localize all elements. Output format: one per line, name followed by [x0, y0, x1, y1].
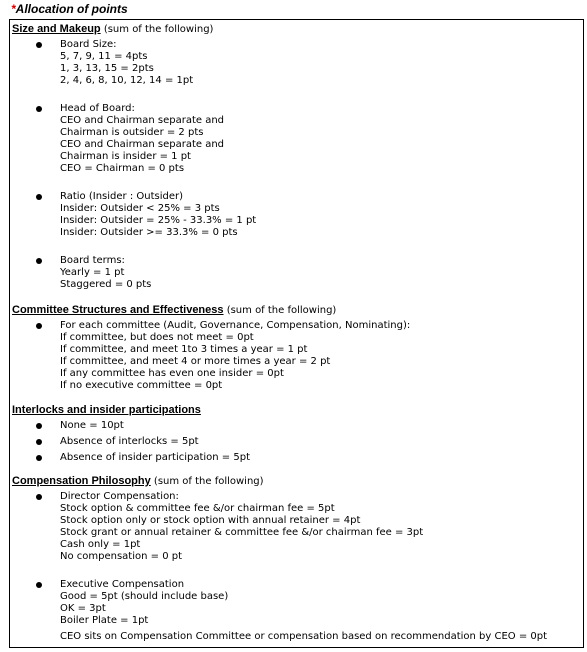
board-size-label: Board Size:: [60, 39, 117, 50]
ratio-line: Insider: Outsider < 25% = 3 pts: [60, 203, 220, 214]
bullet-icon: [36, 258, 42, 264]
committee-line: If no executive committee = 0pt: [60, 380, 223, 391]
head-of-board-line: CEO and Chairman separate and: [60, 115, 225, 126]
ratio-line: Insider: Outsider = 25% - 33.3% = 1 pt: [60, 215, 257, 226]
section-heading-size: [12, 23, 213, 35]
section-note: (sum of the following): [150, 476, 264, 487]
executive-comp-label: Executive Compensation: [60, 579, 185, 590]
director-comp-line: No compensation = 0 pt: [60, 551, 183, 562]
committee-line: If committee, and meet 4 or more times a year = 2 pt: [60, 356, 331, 367]
committee-label: For each committee (Audit, Governance, Compensation, Nominating):: [60, 320, 411, 331]
points-table: [9, 19, 584, 648]
bullet-icon: [36, 582, 42, 588]
bullet-icon: [36, 494, 42, 500]
board-terms-label: Board terms:: [60, 255, 125, 266]
interlocks-item: Absence of insider participation = 5pt: [60, 452, 250, 463]
board-terms-line: Yearly = 1 pt: [60, 267, 125, 278]
page-title-text: Allocation of points: [15, 2, 128, 16]
director-comp-line: Stock grant or annual retainer & committee fee &/or chairman fee = 3pt: [60, 527, 424, 538]
bullet-icon: [36, 323, 42, 329]
committee-line: If committee, but does not meet = 0pt: [60, 332, 254, 343]
section-note: (sum of the following): [223, 305, 337, 316]
bullet-icon: [36, 194, 42, 200]
ratio-line: Insider: Outsider >= 33.3% = 0 pts: [60, 227, 238, 238]
section-title: Committee Structures and Effectiveness: [12, 304, 224, 316]
section-note: (sum of the following): [100, 24, 214, 35]
executive-comp-line: CEO sits on Compensation Committee or compensation based on recommendation by CEO = 0pt: [60, 631, 548, 642]
bullet-icon: [36, 42, 42, 48]
committee-line: If committee, and meet 1to 3 times a year = 1 pt: [60, 344, 308, 355]
executive-comp-line: Boiler Plate = 1pt: [60, 615, 149, 626]
board-size-line: 1, 3, 13, 15 = 2pts: [60, 63, 154, 74]
head-of-board-line: Chairman is insider = 1 pt: [60, 151, 191, 162]
bullet-icon: [36, 106, 42, 112]
executive-comp-line: OK = 3pt: [60, 603, 106, 614]
committee-line: If any committee has even one insider = 0pt: [60, 368, 284, 379]
section-title: Interlocks and insider participations: [12, 404, 201, 416]
director-comp-line: Cash only = 1pt: [60, 539, 141, 550]
head-of-board-line: CEO and Chairman separate and: [60, 139, 225, 150]
section-title: Size and Makeup: [12, 23, 101, 35]
section-title: Compensation Philosophy: [12, 475, 151, 487]
head-of-board-line: CEO = Chairman = 0 pts: [60, 163, 185, 174]
page-title: [11, 2, 128, 17]
ratio-label: Ratio (Insider : Outsider): [60, 191, 183, 202]
head-of-board-label: Head of Board:: [60, 103, 135, 114]
bullet-icon: [36, 423, 42, 429]
executive-comp-line: Good = 5pt (should include base): [60, 591, 229, 602]
director-comp-line: Stock option only or stock option with annual retainer = 4pt: [60, 515, 361, 526]
director-comp-line: Stock option & committee fee &/or chairman fee = 5pt: [60, 503, 335, 514]
bullet-icon: [36, 455, 42, 461]
section-heading-compensation: [12, 475, 264, 487]
board-terms-line: Staggered = 0 pts: [60, 279, 152, 290]
board-size-line: 5, 7, 9, 11 = 4pts: [60, 51, 148, 62]
board-size-line: 2, 4, 6, 8, 10, 12, 14 = 1pt: [60, 75, 194, 86]
required-asterisk: *: [11, 2, 16, 16]
interlocks-item: Absence of interlocks = 5pt: [60, 436, 199, 447]
director-comp-label: Director Compensation:: [60, 491, 179, 502]
interlocks-item: None = 10pt: [60, 420, 124, 431]
bullet-icon: [36, 439, 42, 445]
head-of-board-line: Chairman is outsider = 2 pts: [60, 127, 204, 138]
section-heading-committee: [12, 304, 336, 316]
section-heading-interlocks: [12, 404, 201, 416]
